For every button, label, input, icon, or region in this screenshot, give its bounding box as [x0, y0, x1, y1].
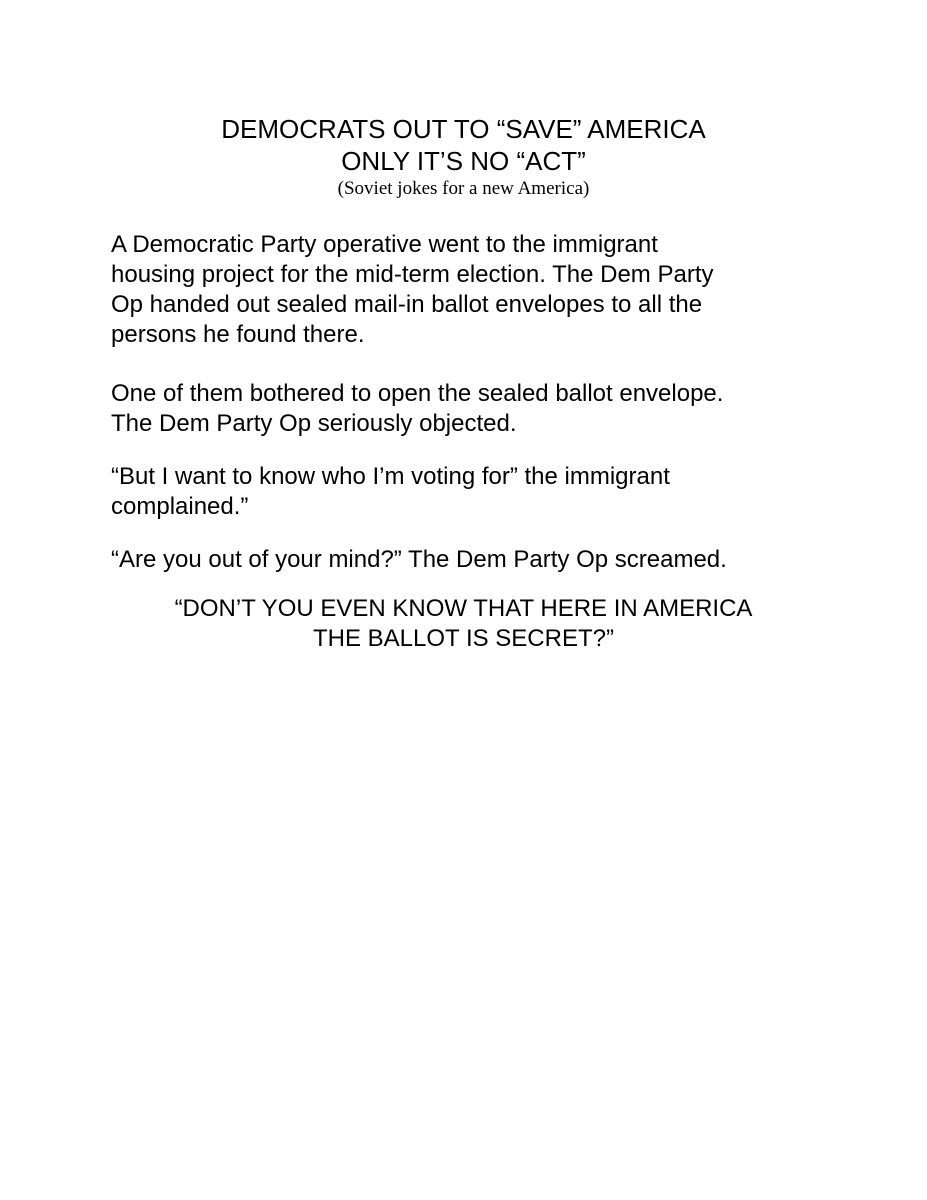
title-block — [0, 113, 927, 201]
paragraph-line: A Democratic Party operative went to the immigrant — [111, 231, 658, 258]
punchline-line-1: “DON’T YOU EVEN KNOW THAT HERE IN AMERICA — [174, 595, 753, 622]
punchline — [0, 594, 927, 654]
paragraph-line: complained.” — [111, 493, 249, 520]
paragraph-line: Op handed out sealed mail-in ballot envelopes to all the — [111, 291, 703, 318]
title-line-1: DEMOCRATS OUT TO “SAVE” AMERICA — [221, 114, 706, 144]
paragraph-line: “Are you out of your mind?” The Dem Party Op screamed. — [111, 546, 727, 573]
paragraph-1 — [111, 230, 831, 350]
paragraph-line: The Dem Party Op seriously objected. — [111, 410, 517, 437]
punchline-line-2: THE BALLOT IS SECRET?” — [313, 625, 614, 652]
paragraph-3 — [111, 462, 831, 522]
paragraph-line: “But I want to know who I’m voting for” the immigrant — [111, 463, 670, 490]
subtitle: (Soviet jokes for a new America) — [337, 178, 590, 199]
paragraph-4 — [111, 545, 831, 575]
paragraph-line: persons he found there. — [111, 321, 365, 348]
title-line-2: ONLY IT’S NO “ACT” — [341, 146, 586, 176]
paragraph-2 — [111, 379, 831, 439]
paragraph-line: housing project for the mid-term election. The Dem Party — [111, 261, 714, 288]
paragraph-line: One of them bothered to open the sealed ballot envelope. — [111, 380, 724, 407]
